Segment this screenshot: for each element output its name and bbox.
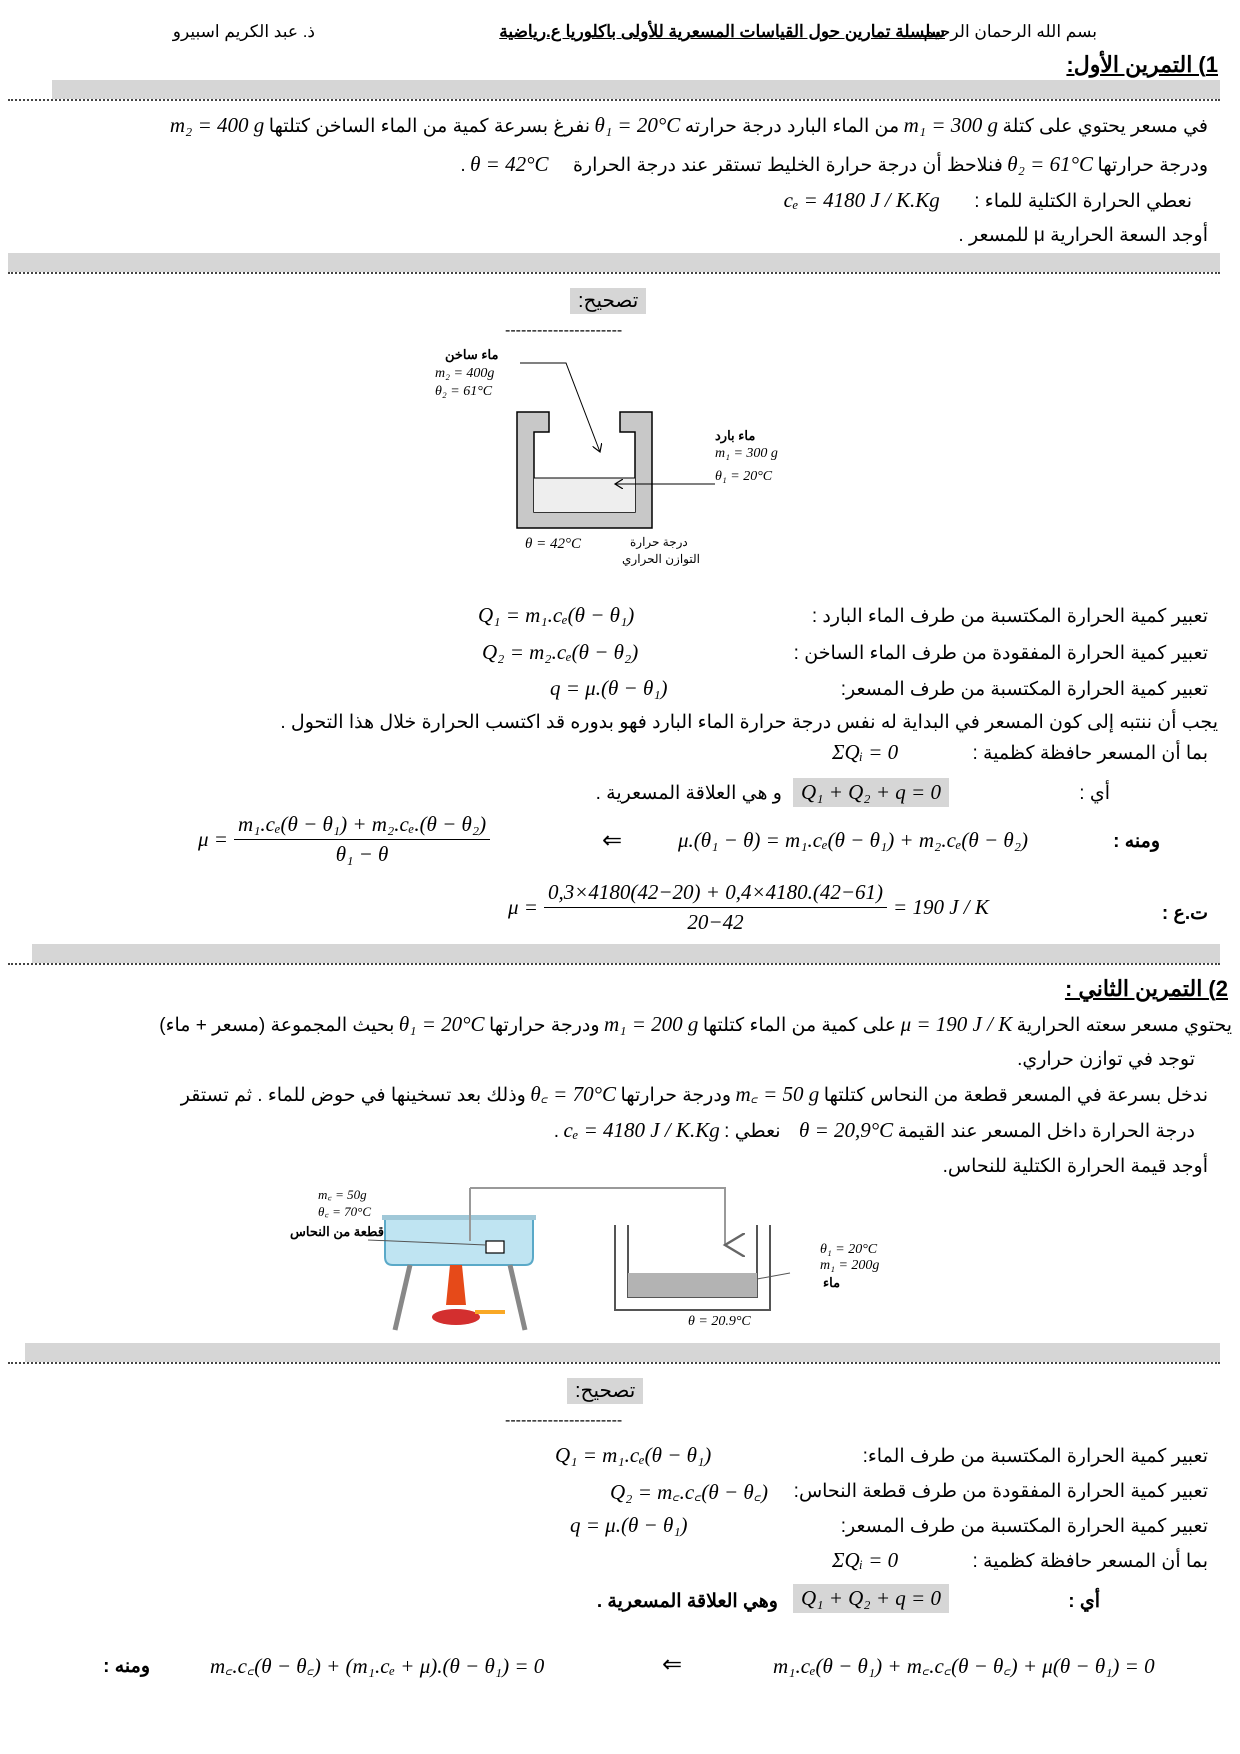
ex1-line-1	[170, 113, 1208, 138]
separator-dots	[8, 963, 1220, 965]
fig1-eq-label2: التوازن الحراري	[622, 552, 700, 566]
correction-1-title: تصحيح:	[570, 288, 646, 313]
correction-dashes: ----------------------	[505, 1412, 623, 1429]
c2-q2-text: تعبير كمية الحرارة المفقودة من طرف قطعة النحاس:	[793, 1481, 1208, 1502]
ex1-line2-text: ودرجة حرارتها	[1097, 155, 1208, 176]
c1-numeric-label: ت.ع :	[1161, 903, 1208, 924]
fig2-copper-label: قطعة من النحاس	[290, 1224, 384, 1239]
ex2-ce: cₑ = 4180 J / K.Kg	[563, 1118, 720, 1142]
calorimetric-relation-box: Q₁ + Q₂ + q = 0	[793, 778, 949, 807]
c1-q1-eq: Q₁ = m₁.cₑ(θ − θ₁)	[478, 603, 635, 627]
ex1-line1-mid2: نفرغ بسرعة كمية من الماء الساخن كتلتها	[268, 116, 591, 137]
c2-factored-eq: m꜀.c꜀(θ − θ꜀) + (m₁.cₑ + μ).(θ − θ₁) = 0	[210, 1654, 545, 1678]
implies-arrow: ⇐	[602, 827, 623, 854]
mu-numeric-denominator: 20−42	[687, 910, 744, 934]
c1-ie-note: و هي العلاقة المسعرية .	[595, 783, 782, 804]
fig1-eq-t: θ = 42°C	[525, 536, 581, 552]
ex2-mu: μ = 190 J / K	[900, 1012, 1013, 1036]
ex2-line-2: توجد في توازن حراري.	[1017, 1049, 1195, 1070]
correction-2-title: تصحيح:	[567, 1378, 643, 1403]
c2-q2-eq: Q₂ = m꜀.c꜀(θ − θ꜀)	[610, 1480, 768, 1504]
basmala: بسم الله الرحمان الرحيم	[923, 22, 1097, 41]
mu-result: = 190 J / K	[893, 895, 989, 919]
c1-hence-eq: μ.(θ₁ − θ) = m₁.cₑ(θ − θ₁) + m₂.cₑ(θ − θ₂)	[678, 828, 1028, 852]
author: ذ. عبد الكريم اسبيرو	[172, 22, 315, 41]
separator-dots	[8, 99, 1220, 101]
separator-dots	[8, 272, 1220, 274]
fig2-m1: m₁ = 200g	[820, 1258, 880, 1273]
ex2-t1: θ₁ = 20°C	[398, 1012, 485, 1036]
c1-q-eq: q = μ.(θ − θ₁)	[550, 676, 668, 700]
ex1-line1-text: في مسعر يحتوي على كتلة	[1002, 116, 1208, 137]
c1-hence: ومنه :	[1113, 831, 1160, 852]
ex2-line-3: ندخل بسرعة في المسعر قطعة من النحاس كتلتها m꜀ = 50 g ودرجة حرارتها θ꜀ = 70°C وذلك بعد تسخينها في حوض للماء . ثم تستقر	[180, 1082, 1208, 1106]
ex1-question: أوجد السعة الحرارية μ للمسعر .	[958, 225, 1208, 246]
c2-adiabatic-eq: ΣQᵢ = 0	[832, 1548, 899, 1572]
c1-q-text: تعبير كمية الحرارة المكتسبة من طرف المسعر:	[840, 679, 1208, 700]
calorimetric-relation-box-2: Q₁ + Q₂ + q = 0	[793, 1584, 949, 1613]
separator-band	[32, 944, 1220, 963]
fig1-eq-label1: درجة حرارة	[630, 535, 688, 549]
fig1-hot-m: m₂ = 400g	[435, 366, 495, 381]
c2-q-text: تعبير كمية الحرارة المكتسبة من طرف المسعر:	[840, 1516, 1208, 1537]
mu-formula: μ = $\frac{\text{m₁.cₑ(θ − θ₁) + m₂.cₑ.(θ − θ₂)}}{\text{θ₁ − θ}}$	[198, 812, 490, 867]
implies-arrow-2: ⇐	[662, 1651, 683, 1678]
fig1-cold-t: θ₁ = 20°C	[715, 469, 773, 484]
c2-full-eq: m₁.cₑ(θ − θ₁) + m꜀.c꜀(θ − θ꜀) + μ(θ − θ₁) = 0	[773, 1654, 1155, 1678]
ex1-ce: cₑ = 4180 J / K.Kg	[783, 188, 940, 212]
fig1-hot-label: ماء ساخن	[445, 347, 499, 362]
c2-q1-text: تعبير كمية الحرارة المكتسبة من طرف الماء:	[862, 1446, 1208, 1467]
ex1-t1: θ₁ = 20°C	[594, 113, 681, 137]
ex2-line-4: درجة الحرارة داخل المسعر عند القيمة θ = 20,9°C نعطي : cₑ = 4180 J / K.Kg .	[553, 1118, 1195, 1142]
ex1-line1-mid: من الماء البارد درجة حرارته	[684, 116, 900, 137]
c1-q1-text: تعبير كمية الحرارة المكتسبة من طرف الماء البارد :	[811, 606, 1208, 627]
ex1-m1: m₁ = 300 g	[903, 113, 999, 137]
ex1-m2: m₂ = 400 g	[169, 113, 265, 137]
exercise-2-title: 2) التمرين الثاني :	[1064, 976, 1228, 1001]
c2-q1-eq: Q₁ = m₁.cₑ(θ − θ₁)	[555, 1443, 712, 1467]
ex2-mc: m꜀ = 50 g	[735, 1082, 820, 1106]
c1-adiabatic-eq: ΣQᵢ = 0	[832, 740, 899, 764]
c1-q2-eq: Q₂ = m₂.cₑ(θ − θ₂)	[482, 640, 639, 664]
ex1-line3-text: نعطي الحرارة الكتلية للماء :	[974, 191, 1192, 212]
ex2-t: θ = 20,9°C	[799, 1118, 894, 1142]
correction-dashes: ----------------------	[505, 322, 623, 339]
mu-denominator: θ₁ − θ	[335, 842, 389, 866]
exercise-1-title: 1) التمرين الأول:	[1066, 52, 1218, 77]
c1-adiabatic-text: بما أن المسعر حافظة كظمية :	[972, 743, 1208, 764]
mu-numerator: m₁.cₑ(θ − θ₁) + m₂.cₑ.(θ − θ₂)	[234, 812, 490, 840]
separator-band	[25, 1343, 1220, 1362]
mu-numeric-numerator: 0,3×4180(42−20) + 0,4×4180.(42−61)	[544, 880, 887, 908]
fig2-water: ماء	[823, 1275, 841, 1290]
c2-ie-note: وهي العلاقة المسعرية .	[596, 1591, 778, 1612]
fig2-mc: m꜀ = 50g	[318, 1187, 367, 1202]
ex1-t2: θ₂ = 61°C	[1007, 152, 1093, 176]
ex1-t: θ = 42°C	[470, 152, 549, 176]
c1-ie-text: أي :	[1079, 783, 1110, 804]
ex2-line-1: يحتوي مسعر سعته الحرارية μ = 190 J / K على كمية من الماء كتلتها m₁ = 200 g ودرجة حرارتها θ₁ = 20°C بحيث المجموعة (مسعر + ماء)	[159, 1012, 1232, 1036]
ex2-m1: m₁ = 200 g	[603, 1012, 699, 1036]
fig1-hot-t: θ₂ = 61°C	[435, 384, 493, 399]
fig2-t: θ = 20.9°C	[688, 1314, 751, 1329]
ex2-question: أوجد قيمة الحرارة الكتلية للنحاس.	[942, 1156, 1208, 1177]
fig1-cold-m: m₁ = 300 g	[715, 446, 778, 461]
ex1-line-3	[784, 188, 1192, 213]
separator-band	[8, 253, 1220, 272]
ex2-tc: θ꜀ = 70°C	[530, 1082, 616, 1106]
c1-q2-text: تعبير كمية الحرارة المفقودة من طرف الماء الساخن :	[793, 643, 1208, 664]
c1-note: يجب أن ننتبه إلى كون المسعر في البداية له نفس درجة حرارة الماء البارد فهو بدوره قد اكتسب الحرارة خلال هذا التحول .	[280, 712, 1218, 733]
separator-band	[52, 80, 1220, 99]
fig2-tc: θ꜀ = 70°C	[318, 1204, 372, 1219]
separator-dots	[8, 1362, 1220, 1364]
c2-adiabatic-text: بما أن المسعر حافظة كظمية :	[972, 1551, 1208, 1572]
c2-hence: ومنه :	[103, 1656, 150, 1677]
ex1-line-2: ودرجة حرارتها θ₂ = 61°C فنلاحظ أن درجة حرارة الخليط تستقر عند درجة الحرارة θ = 42°C .	[460, 152, 1208, 176]
c2-q-eq: q = μ.(θ − θ₁)	[570, 1513, 688, 1537]
ex1-line2-mid: فنلاحظ أن درجة حرارة الخليط تستقر عند درجة الحرارة	[572, 155, 1003, 176]
mu-numeric: μ = $\frac{0,3\times 4180(42-20) + 0,4\times 4180.(42-61)}{20-42}$ = 190 J / K	[508, 880, 989, 934]
fig2-t1: θ₁ = 20°C	[820, 1242, 878, 1257]
fig1-cold-label: ماء بارد	[715, 428, 756, 443]
c2-ie-text: أي :	[1068, 1591, 1100, 1612]
page-title: سلسلة تمارين حول القياسات المسعرية للأولى باكلوريا ع.رياضية	[499, 22, 945, 41]
